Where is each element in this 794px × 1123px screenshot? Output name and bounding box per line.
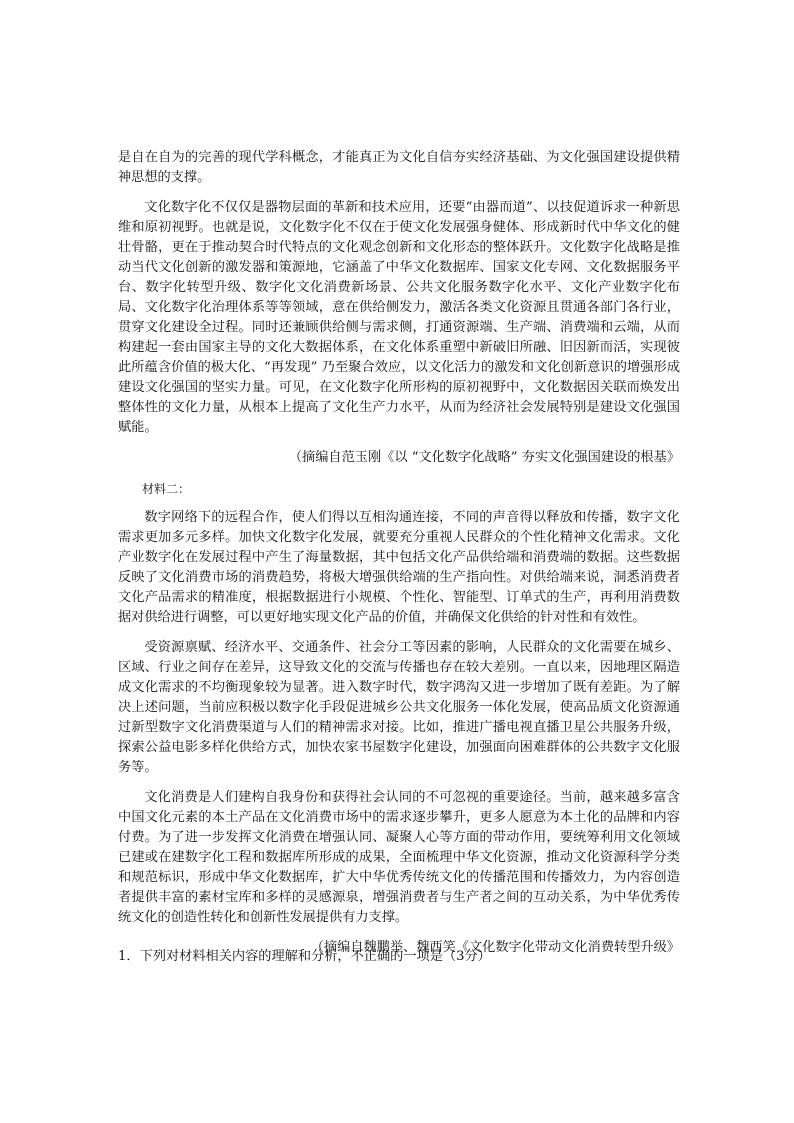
question-1: 1．下列对材料相关内容的理解和分析，不正确的一项是（3分）: [118, 949, 491, 964]
paragraph-3: 数字网络下的远程合作，使人们得以互相沟通连接，不同的声音得以释放和传播，数字文化需求更加多元多样。加快文化数字化发展，就要充分重视人民群众的个性化精神文化需求。文化产业数字化在发展过程中产生了海量数据，其中包括文化产品供给端和消费端的数据。这些数据反映了文化消费市场的消费趋势，将极大增强供给端的生产指向性。对供给端来说，洞悉消费者文化产品需求的精准度，根据数据进行小规模、个性化、智能型、订单式的生产，再利用消费数据对供给进行调整，可以更好地实现文化产品的价值，并确保文化供给的针对性和有效性。: [118, 510, 680, 625]
article-body: [118, 148, 680, 958]
source-citation-1: （摘编自范玉刚《以 “文化数字化战略” 夯实文化强国建设的根基》: [288, 450, 680, 465]
paragraph-1: 是自在自为的完善的现代学科概念，才能真正为文化自信夯实经济基础、为文化强国建设提供精神思想的支撑。: [118, 150, 680, 185]
paragraph-2: 文化数字化不仅仅是器物层面的革新和技术应用，还要“由器而道”、以技促道诉求一种新思维和原初视野。也就是说，文化数字化不仅在于使文化发展强身健体、形成新时代中华文化的健壮骨骼，更在于推动契合时代特点的文化观念创新和文化形态的整体跃升。文化数字化战略是推动当代文化创新的激发器和策源地，它涵盖了中华文化数据库、国家文化专网、文化数据服务平台、数字化转型升级、数字化文化消费新场景、公共文化服务数字化水平、文化产业数字化布局、文化数字化治理体系等等领域，意在供给侧发力，激活各类文化资源且贯通各部门各行业，贯穿文化建设全过程。同时还兼顾供给侧与需求侧，打通资源端、生产端、消费端和云端，从而构建起一套由国家主导的文化大数据体系，在文化体系重塑中新破旧所融、旧因新而活，实现彼此所蕴含价值的极大化、“再发现” 乃至聚合效应，以文化活力的激发和文化创新意识的增强形成建设文化强国的坚实力量。可见，在文化数字化所形构的原初视野中，文化数据因关联而焕发出整体性的文化力量，从根本上提高了文化生产力水平，从而为经济社会发展特别是建设文化强国赋能。: [118, 200, 680, 435]
paragraph-4: 受资源禀赋、经济水平、交通条件、社会分工等因素的影响，人民群众的文化需要在城乡、区域、行业之间存在差异，这导致文化的交流与传播也存在较大差别。一直以来，因地理区隔造成文化需求的不均衡现象较为显著。进入数字时代，数字鸿沟又进一步增加了既有差距。为了解决上述问题，当前应积极以数字化手段促进城乡公共文化服务一体化发展，使高品质文化资源通过新型数字文化消费渠道与人们的精神需求对接。比如，推进广播电视直播卫星公共服务升级，探索公益电影多样化供给方式，加快农家书屋数字化建设，加强面向困难群体的公共数字文化服务等。: [118, 640, 680, 775]
source-citation-2: （摘编自魏鹏举、魏西笑《文化数字化带动文化消费转型升级》: [310, 940, 680, 955]
paragraph-5: 文化消费是人们建构自我身份和获得社会认同的不可忽视的重要途径。当前，越来越多富含中国文化元素的本土产品在文化消费市场中的需求逐步攀升，更多人愿意为本土化的品牌和内容付费。为了进一步发挥文化消费在增强认同、凝聚人心等方面的带动作用，要统筹利用文化领域已建或在建数字化工程和数据库所形成的成果，全面梳理中华文化资源，推动文化资源科学分类和规范标识，形成中华文化数据库，扩大中华优秀传统文化的传播范围和传播效力，为内容创造者提供丰富的素材宝库和多样的灵感源泉，增强消费者与生产者之间的互动关系，为中华优秀传统文化的创造性转化和创新性发展提供有力支撑。: [118, 790, 680, 925]
material-2-heading: 材料二：: [142, 482, 191, 496]
